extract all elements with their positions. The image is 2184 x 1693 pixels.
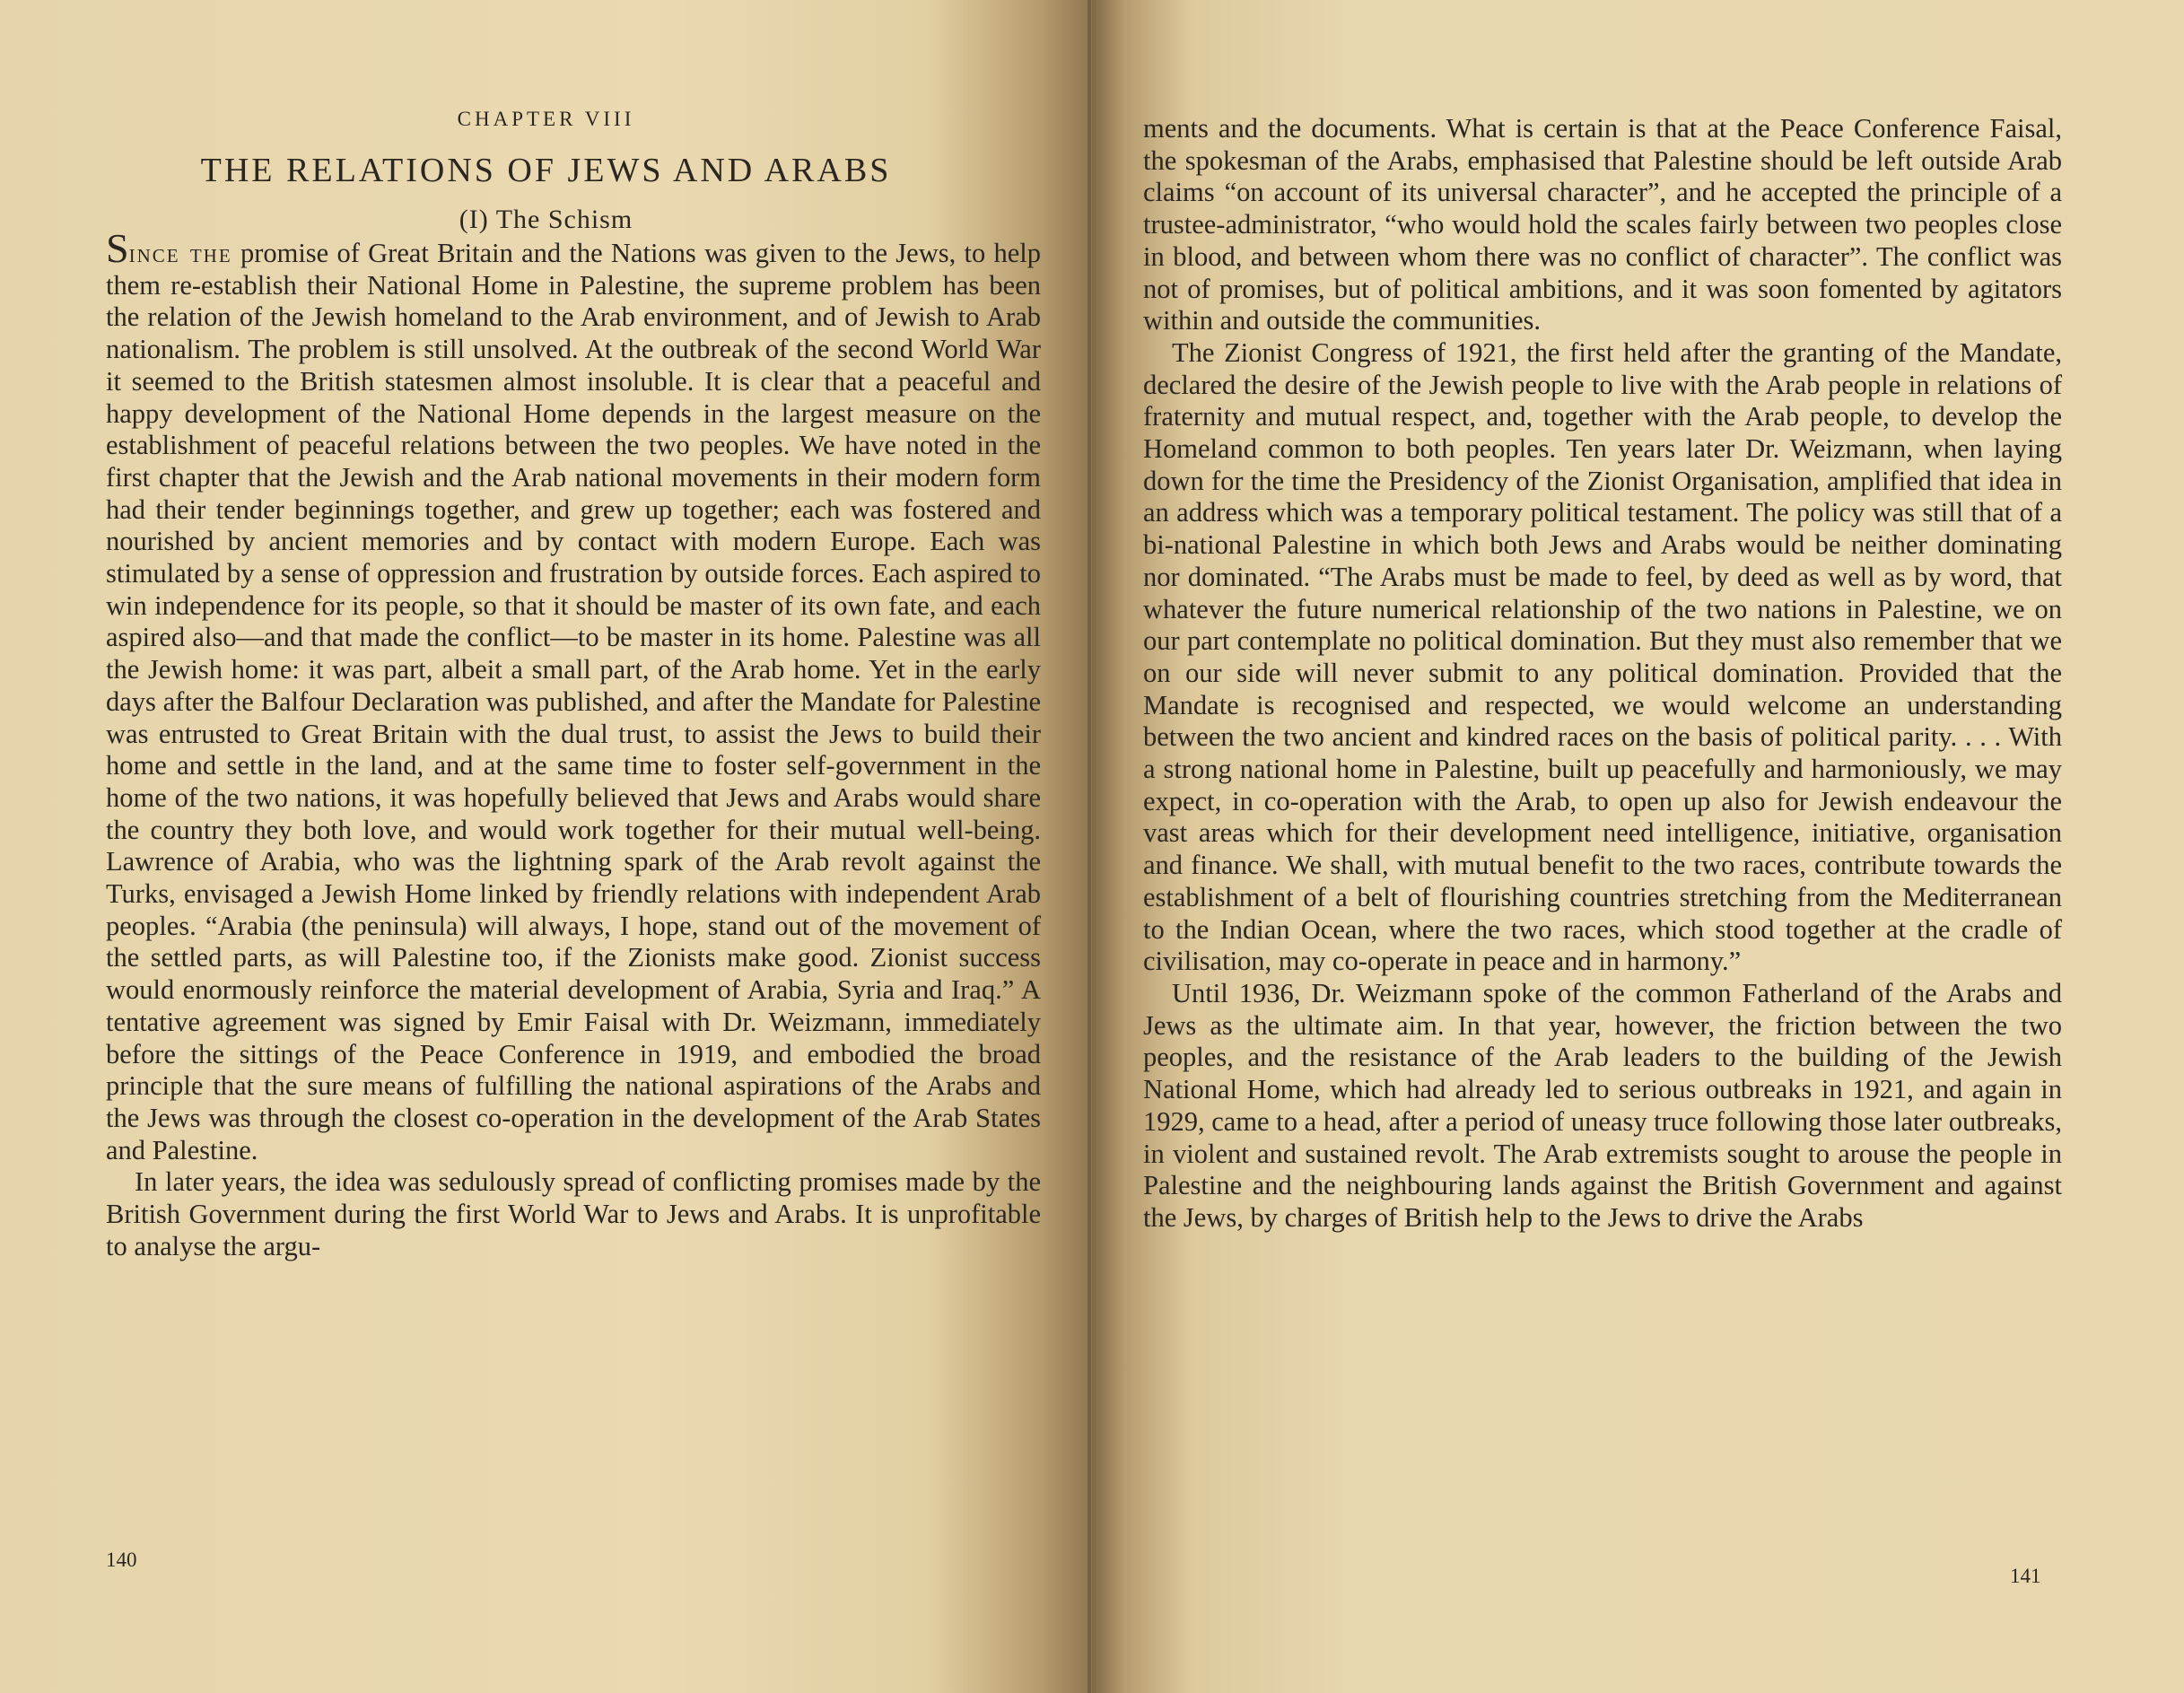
right-paragraph-3: Until 1936, Dr. Weizmann spoke of the common Fatherland of the Arabs and Jews as the ultimate aim. In that year, however, the friction between the two peoples, and the resistance of the Arab leaders to the building of the Jewish National Home, which had already led to serious outbreaks in 1921, and again in 1929, came to a head, after a period of uneasy truce following those later outbreaks, in violent and sustained revolt. The Arab extremists sought to arouse the people in Palestine and the neighbouring lands against the British Government and against the Jews, by charges of British help to the Jews to drive the Arabs — [1143, 977, 2062, 1233]
lead-in: ince the — [128, 238, 232, 268]
section-title: (I) The Schism — [459, 205, 633, 234]
drop-cap: S — [106, 225, 129, 271]
right-paragraph-1: ments and the documents. What is certain is that at the Peace Conference Faisal, the spokesman of the Arabs, emphasised that Palestine should be left outside Arab claims “on account of its universal character”, and he accepted the principle of a trustee-administrator, “who would hold the scales fairly between two peoples close in blood, and between whom there was no conflict of character”. The conflict was not of promises, but of political ambitions, and it was soon fomented by agitators within and outside the communities. — [1143, 113, 2062, 336]
chapter-title: THE RELATIONS OF JEWS AND ARABS — [200, 152, 892, 189]
page-number-left: 140 — [106, 1549, 137, 1571]
left-text-column — [106, 225, 1041, 1263]
left-paragraph-2: In later years, the idea was sedulously spread of conflicting promises made by the British Government during the first World War to Jews and Arabs. It is unprofitable to analyse the argu- — [106, 1166, 1041, 1261]
left-paragraph-1-text: promise of Great Britain and the Nations was given to the Jews, to help them re-establish their National Home in Palestine, the supreme problem has been the relation of the Jewish homeland to the Arab environment, and of Jewish to Arab nationalism. The problem is still unsolved. At the outbreak of the second World War it seemed to the British statesmen almost insoluble. It is clear that a peaceful and happy development of the National Home depends in the largest measure on the establishment of peaceful relations between the two peoples. We have noted in the first chapter that the Jewish and the Arab national movements in their modern form had their tender beginnings together, and grew up together; each was fostered and nourished by ancient memories and by contact with modern Europe. Each was stimulated by a sense of oppression and frustration by outside forces. Each aspired to win independence for its people, so that it should be master of its own fate, and each aspired also—and that made the conflict—to be master in its home. Palestine was all the Jewish home: it was part, albeit a small part, of the Arab home. Yet in the early days after the Balfour Declaration was published, and after the Mandate for Palestine was entrusted to Great Britain with the dual trust, to assist the Jews to build their home and settle in the land, and at the same time to foster self-government in the home of the two nations, it was hopefully believed that Jews and Arabs would share the country they both love, and would work together for their mutual well-being. Lawrence of Arabia, who was the lightning spark of the Arab revolt against the Turks, envisaged a Jewish Home linked by friendly relations with independent Arab peoples. “Arabia (the peninsula) will always, I hope, stand out of the movement of the settled parts, as will Palestine too, if the Zionists make good. Zionist success would enormously reinforce the material development of Arabia, Syria and Iraq.” A tentative agreement was signed by Emir Faisal with Dr. Weizmann, immediately before the sittings of the Peace Conference in 1919, and embodied the broad principle that the sure means of fulfilling the national aspirations of the Arabs and the Jews was through the closest co-operation in the development of the Arab States and Palestine. — [106, 238, 1041, 1165]
book-gutter — [1088, 0, 1091, 1693]
chapter-label: CHAPTER VIII — [457, 108, 635, 130]
right-text-column — [1143, 113, 2062, 1235]
right-paragraph-2: The Zionist Congress of 1921, the first held after the granting of the Mandate, declared the desire of the Jewish people to live with the Arab people in relations of fraternity and mutual respect, and, together with the Arab people, to develop the Homeland common to both peoples. Ten years later Dr. Weizmann, when laying down for the time the Presidency of the Zionist Organisation, amplified that idea in an address which was a temporary political testament. The policy was still that of a bi-national Palestine in which both Jews and Arabs would be neither dominating nor dominated. “The Arabs must be made to feel, by deed as well as by word, that whatever the future numerical relationship of the two nations in Palestine, we on our part contemplate no political domination. But they must also remember that we on our side will never submit to any political domination. Provided that the Mandate is recognised and respected, we would welcome an understanding between the two ancient and kindred races on the basis of political parity. . . . With a strong national home in Palestine, built up peacefully and harmoniously, we may expect, in co-operation with the Arab, to open up also for Jewish endeavour the vast areas which for their development need intelligence, initiative, organisation and finance. We shall, with mutual benefit to the two races, contribute towards the establishment of a belt of flourishing countries stretching from the Mediterranean to the Indian Ocean, where the two races, which stood together at the cradle of civilisation, may co-operate in peace and in harmony.” — [1143, 336, 2062, 977]
page-number-right: 141 — [2010, 1565, 2041, 1587]
left-paragraph-1 — [106, 225, 1041, 1166]
